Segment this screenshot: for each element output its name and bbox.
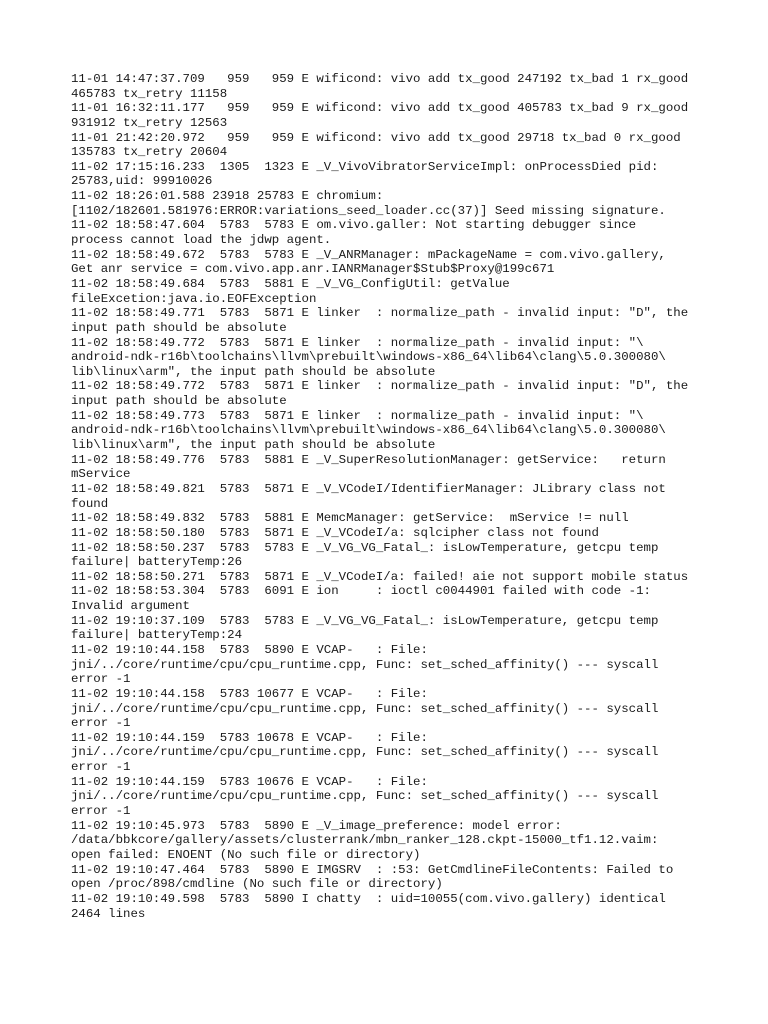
log-line: 465783 tx_retry 11158	[71, 86, 228, 101]
log-line: 11-02 18:58:49.672 5783 5783 E _V_ANRManager: mPackageName = com.vivo.gallery,	[71, 247, 666, 262]
log-line: mService	[71, 467, 131, 482]
log-line: jni/../core/runtime/cpu/cpu_runtime.cpp, Func: set_sched_affinity() --- syscall	[71, 701, 659, 716]
log-line: error -1	[71, 672, 131, 687]
log-line: 11-02 17:15:16.233 1305 1323 E _V_VivoVibratorServiceImpl: onProcessDied pid:	[71, 159, 659, 174]
log-line: 11-02 18:58:49.821 5783 5871 E _V_VCodeI/IdentifierManager: JLibrary class not	[71, 481, 666, 496]
log-line: /data/bbkcore/gallery/assets/clusterrank/mbn_ranker_128.ckpt-15000_tf1.12.vaim:	[71, 833, 659, 848]
log-line: 11-01 21:42:20.972 959 959 E wificond: vivo add tx_good 29718 tx_bad 0 rx_good	[71, 130, 681, 145]
log-line: jni/../core/runtime/cpu/cpu_runtime.cpp, Func: set_sched_affinity() --- syscall	[71, 657, 659, 672]
log-line: error -1	[71, 804, 131, 819]
log-line: 11-02 18:58:49.832 5783 5881 E MemcManager: getService: mService != null	[71, 511, 629, 526]
log-line: 11-02 19:10:45.973 5783 5890 E _V_image_preference: model error:	[71, 818, 562, 833]
log-line: 11-02 18:58:49.772 5783 5871 E linker : normalize_path - invalid input: "\	[71, 335, 644, 350]
log-text-block	[71, 72, 711, 921]
log-line: 11-02 19:10:47.464 5783 5890 E IMGSRV : :53: GetCmdlineFileContents: Failed to	[71, 862, 674, 877]
log-line: error -1	[71, 716, 131, 731]
log-line: 11-02 19:10:49.598 5783 5890 I chatty : uid=10055(com.vivo.gallery) identical	[71, 891, 666, 906]
log-line: input path should be absolute	[71, 394, 287, 409]
log-line: 11-02 18:58:49.684 5783 5881 E _V_VG_ConfigUtil: getValue	[71, 276, 510, 291]
log-line: 11-02 18:58:50.180 5783 5871 E _V_VCodeI/a: sqlcipher class not found	[71, 525, 599, 540]
log-line: failure| batteryTemp:26	[71, 555, 243, 570]
log-line: Get anr service = com.vivo.app.anr.IANRManager$Stub$Proxy@199c671	[71, 262, 555, 277]
log-line: 11-02 19:10:44.158 5783 5890 E VCAP- : File:	[71, 642, 428, 657]
log-line: android-ndk-r16b\toolchains\llvm\prebuilt\windows-x86_64\lib64\clang\5.0.300080\	[71, 350, 666, 365]
log-line: error -1	[71, 760, 131, 775]
log-line: 11-02 18:58:49.771 5783 5871 E linker : normalize_path - invalid input: "D", the	[71, 306, 689, 321]
log-line: open /proc/898/cmdline (No such file or directory)	[71, 877, 443, 892]
log-line: 11-01 16:32:11.177 959 959 E wificond: vivo add tx_good 405783 tx_bad 9 rx_good	[71, 101, 689, 116]
log-line: 11-02 18:58:47.604 5783 5783 E om.vivo.galler: Not starting debugger since	[71, 218, 637, 233]
log-line: 11-02 18:58:49.772 5783 5871 E linker : normalize_path - invalid input: "D", the	[71, 379, 689, 394]
log-line: 931912 tx_retry 12563	[71, 115, 228, 130]
log-line: 25783,uid: 99910026	[71, 174, 213, 189]
log-line: lib\linux\arm", the input path should be absolute	[71, 438, 436, 453]
log-line: 11-02 18:26:01.588 23918 25783 E chromium:	[71, 189, 384, 204]
log-line: 11-02 19:10:37.109 5783 5783 E _V_VG_VG_Fatal_: isLowTemperature, getcpu temp	[71, 613, 659, 628]
log-line: jni/../core/runtime/cpu/cpu_runtime.cpp, Func: set_sched_affinity() --- syscall	[71, 745, 659, 760]
log-line: open failed: ENOENT (No such file or directory)	[71, 847, 421, 862]
log-line: 135783 tx_retry 20604	[71, 145, 228, 160]
log-line: lib\linux\arm", the input path should be absolute	[71, 364, 436, 379]
log-line: Invalid argument	[71, 599, 190, 614]
log-line: input path should be absolute	[71, 320, 287, 335]
log-line: android-ndk-r16b\toolchains\llvm\prebuilt\windows-x86_64\lib64\clang\5.0.300080\	[71, 423, 666, 438]
log-line: 11-02 18:58:50.271 5783 5871 E _V_VCodeI/a: failed! aie not support mobile status	[71, 569, 689, 584]
log-line: 11-01 14:47:37.709 959 959 E wificond: vivo add tx_good 247192 tx_bad 1 rx_good	[71, 72, 689, 86]
log-line: 11-02 19:10:44.159 5783 10676 E VCAP- : File:	[71, 774, 428, 789]
log-line: 11-02 19:10:44.159 5783 10678 E VCAP- : File:	[71, 730, 428, 745]
log-line: process cannot load the jdwp agent.	[71, 233, 332, 248]
log-line: jni/../core/runtime/cpu/cpu_runtime.cpp, Func: set_sched_affinity() --- syscall	[71, 789, 659, 804]
log-line: 11-02 19:10:44.158 5783 10677 E VCAP- : File:	[71, 686, 428, 701]
log-line: [1102/182601.581976:ERROR:variations_seed_loader.cc(37)] Seed missing signature.	[71, 203, 666, 218]
log-line: 11-02 18:58:49.773 5783 5871 E linker : normalize_path - invalid input: "\	[71, 408, 644, 423]
log-line: found	[71, 496, 109, 511]
log-line: failure| batteryTemp:24	[71, 628, 243, 643]
log-line: 11-02 18:58:50.237 5783 5783 E _V_VG_VG_Fatal_: isLowTemperature, getcpu temp	[71, 540, 659, 555]
log-line: fileExcetion:java.io.EOFException	[71, 291, 317, 306]
log-line: 2464 lines	[71, 906, 146, 921]
log-line: 11-02 18:58:53.304 5783 6091 E ion : ioctl c0044901 failed with code -1:	[71, 584, 651, 599]
log-line: 11-02 18:58:49.776 5783 5881 E _V_SuperResolutionManager: getService: return	[71, 452, 666, 467]
